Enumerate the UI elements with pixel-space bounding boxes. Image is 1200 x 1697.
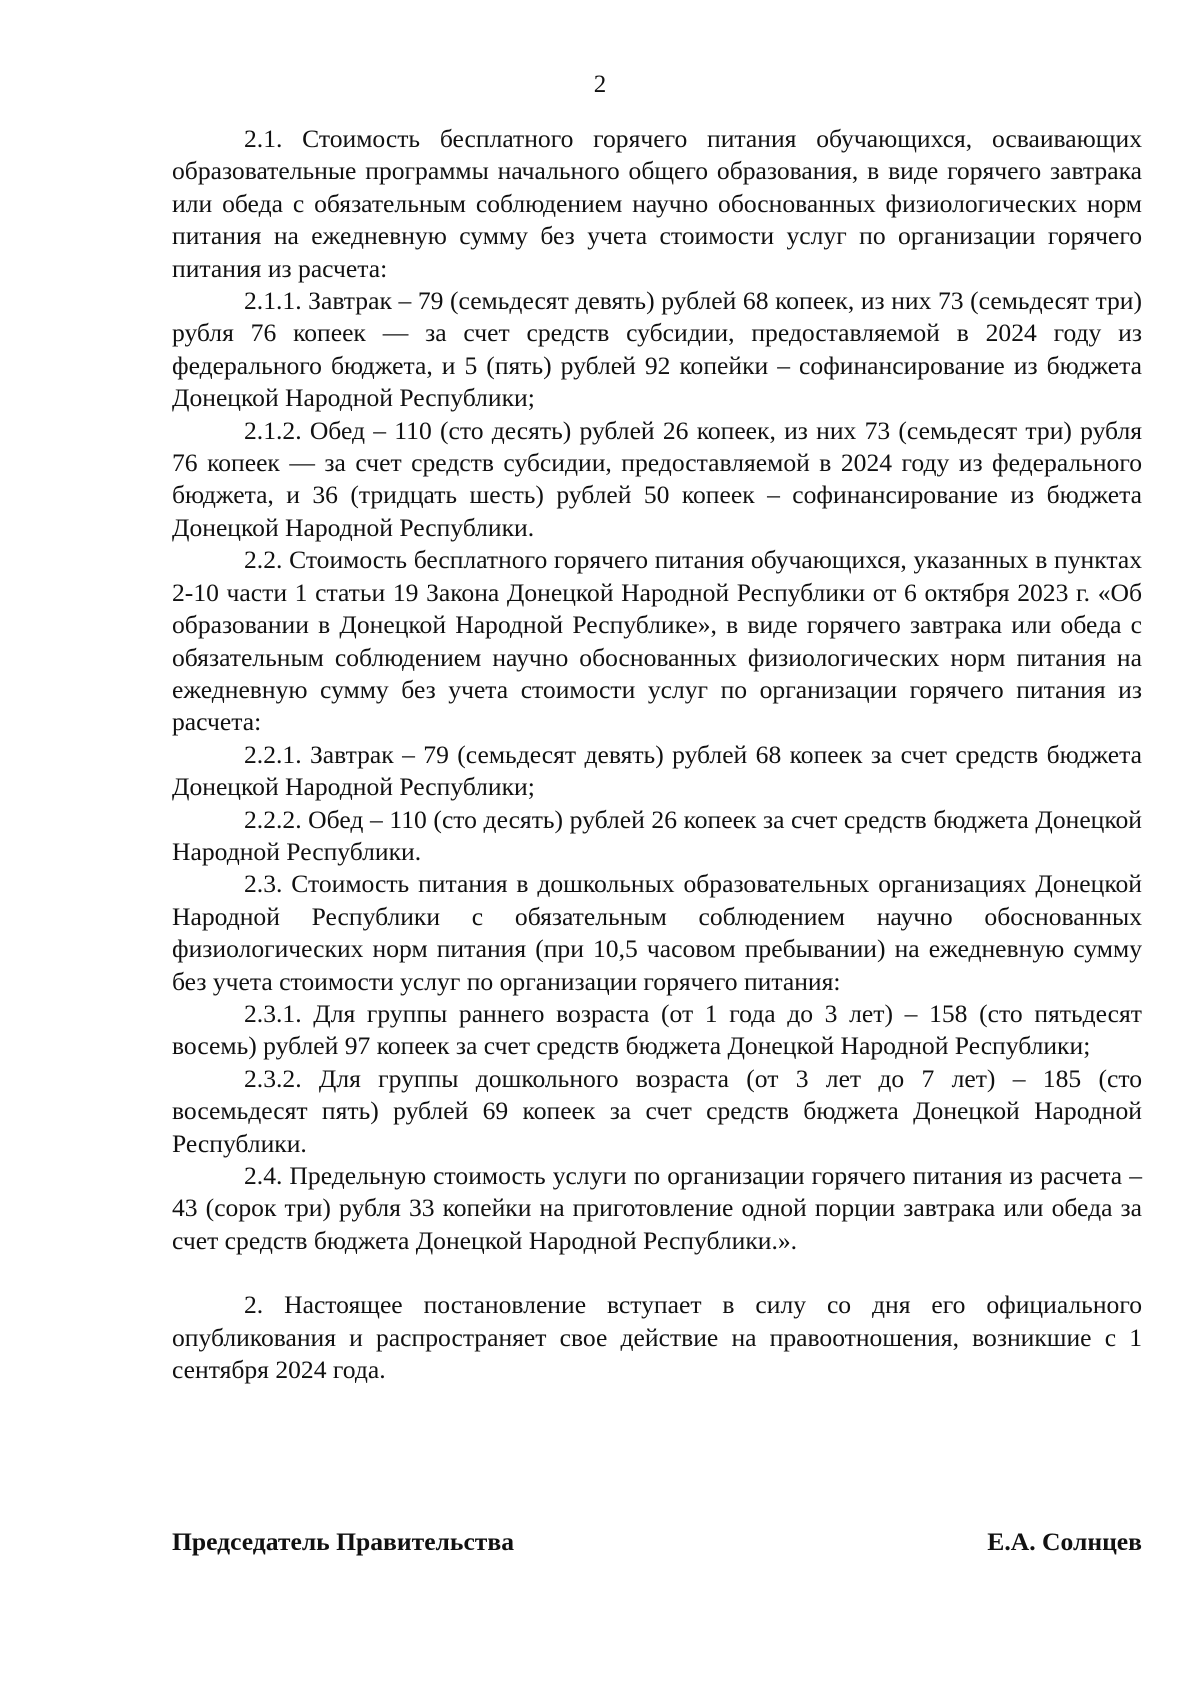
signatory-position: Председатель Правительства [172, 1527, 514, 1556]
signatory-name: Е.А. Солнцев [987, 1527, 1142, 1556]
paragraph-gap [172, 1257, 1142, 1289]
paragraph-2-1-2: 2.1.2. Обед – 110 (сто десять) рублей 26 копеек, из них 73 (семьдесят три) рубля 76 копеек — за счет средств субсидии, предоставляемой в 2024 году из федерального бюджета, и 36 (тридцать шесть) рублей 50 копеек – софинансирование из бюджета Донецкой Народной Республики. [172, 415, 1142, 542]
paragraph-2-1: 2.1. Стоимость бесплатного горячего питания обучающихся, осваивающих образовательные программы начального общего образования, в виде горячего завтрака или обеда с обязательным соблюдением научно обоснованных физиологических норм питания на ежедневную сумму без учета стоимости услуг по организации горячего питания из расчета: [172, 124, 1142, 283]
page-number: 2 [593, 71, 607, 98]
paragraph-2-1-1: 2.1.1. Завтрак – 79 (семьдесят девять) рублей 68 копеек, из них 73 (семьдесят три) рубля 76 копеек — за счет средств субсидии, предоставляемой в 2024 году из федерального бюджета, и 5 (пять) рублей 92 копейки – софинансирование из бюджета Донецкой Народной Республики; [172, 286, 1142, 413]
paragraph-2-2-2: 2.2.2. Обед – 110 (сто десять) рублей 26 копеек за счет средств бюджета Донецкой Народной Республики. [172, 804, 1142, 866]
paragraph-2-3-2: 2.3.2. Для группы дошкольного возраста (от 3 лет до 7 лет) – 185 (сто восемьдесят пять) рублей 69 копеек за счет средств бюджета Донецкой Народной Республики. [172, 1063, 1142, 1158]
paragraph-2-3-1: 2.3.1. Для группы раннего возраста (от 1 года до 3 лет) – 158 (сто пятьдесят восемь) рублей 97 копеек за счет средств бюджета Донецкой Народной Республики; [172, 998, 1142, 1061]
closing-paragraph: 2. Настоящее постановление вступает в силу со дня его официального опубликования и распространяет свое действие на правоотношения, возникшие с 1 сентября 2024 года. [172, 1290, 1142, 1385]
paragraph-2-2-1: 2.2.1. Завтрак – 79 (семьдесят девять) рублей 68 копеек за счет средств бюджета Донецкой Народной Республики; [172, 739, 1142, 802]
paragraph-2-3: 2.3. Стоимость питания в дошкольных образовательных организациях Донецкой Народной Республики с обязательным соблюдением научно обоснованных физиологических норм питания (при 10,5 часовом пребывании) на ежедневную сумму без учета стоимости услуг по организации горячего питания: [172, 869, 1142, 996]
signature-block [172, 1526, 1142, 1558]
paragraph-2-2: 2.2. Стоимость бесплатного горячего питания обучающихся, указанных в пунктах 2-10 части 1 статьи 19 Закона Донецкой Народной Республики от 6 октября 2023 г. «Об образовании в Донецкой Народной Республике», в виде горячего завтрака или обеда с обязательным соблюдением научно обоснованных физиологических норм питания на ежедневную сумму без учета стоимости услуг по организации горячего питания из расчета: [172, 545, 1142, 737]
paragraph-2-4: 2.4. Предельную стоимость услуги по организации горячего питания из расчета – 43 (сорок три) рубля 33 копейки на приготовление одной порции завтрака или обеда за счет средств бюджета Донецкой Народной Республики.». [172, 1161, 1142, 1255]
document-body [172, 123, 1142, 1386]
